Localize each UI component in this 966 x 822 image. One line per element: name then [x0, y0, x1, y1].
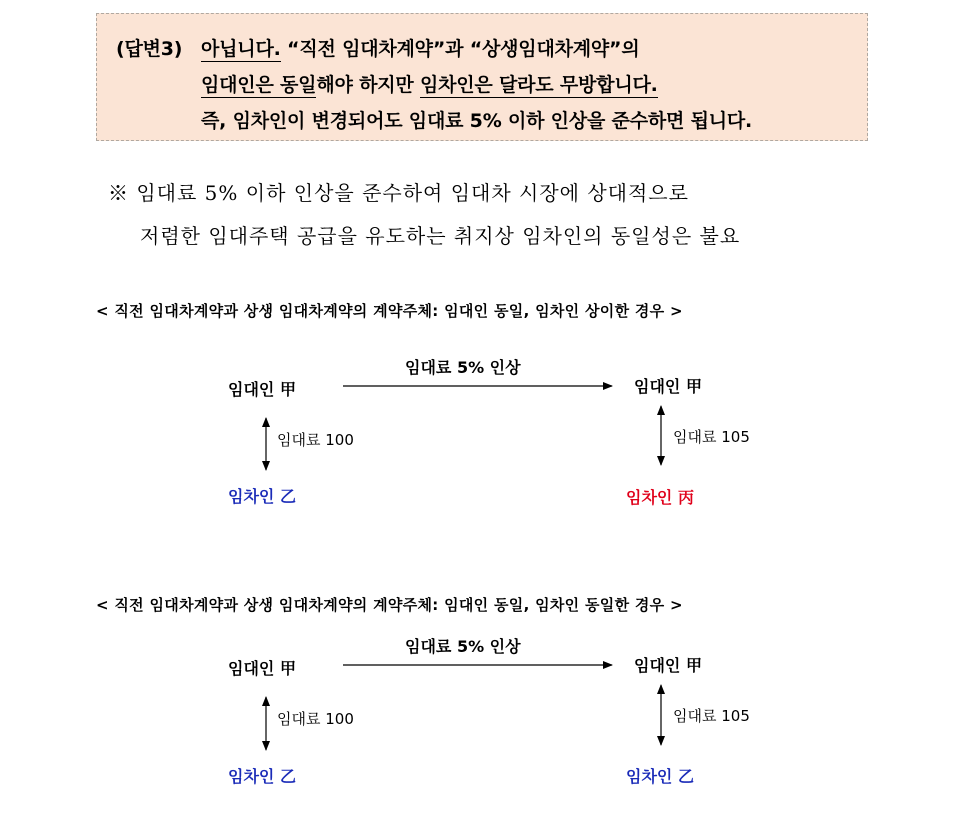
diagram-1-left-tenant: 임차인 乙	[228, 487, 296, 506]
diagram-2-left-tenant: 임차인 乙	[228, 767, 296, 786]
note-text-1: 임대료 5% 이하 인상을 준수하여 임대차 시장에 상대적으로	[136, 181, 689, 205]
diagram-2-right-tenant: 임차인 乙	[626, 767, 694, 786]
diagram-1-title: < 직전 임대차계약과 상생 임대차계약의 계약주체: 임대인 동일, 임차인 상이한 경우 >	[96, 302, 683, 320]
answer-label: (답변3)	[116, 38, 183, 60]
answer-line-1-rest: “직전 임대차계약”과 “상생임대차계약”의	[280, 38, 640, 60]
diagram-1-left-landlord: 임대인 甲	[228, 380, 296, 399]
answer-line-3: 즉, 임차인이 변경되어도 임대료 5% 이하 인상을 준수하면 됩니다.	[201, 110, 753, 132]
diagram-1-right-landlord: 임대인 甲	[634, 377, 702, 396]
diagram-1-arrow-label: 임대료 5% 인상	[405, 358, 521, 377]
diagram-2-right-landlord: 임대인 甲	[634, 656, 702, 675]
note-line-2: 저렴한 임대주택 공급을 유도하는 취지상 임차인의 동일성은 불요	[140, 224, 741, 248]
diagram-2-right-rent: 임대료 105	[673, 707, 750, 725]
diagram-1-left-rent: 임대료 100	[277, 431, 354, 449]
diagram-2-title: < 직전 임대차계약과 상생 임대차계약의 계약주체: 임대인 동일, 임차인 동일한 경우 >	[96, 596, 683, 614]
diagram-2-left-rent: 임대료 100	[277, 710, 354, 728]
diagram-1-right-tenant: 임차인 丙	[626, 488, 694, 507]
diagram-1-right-rent: 임대료 105	[673, 428, 750, 446]
answer-line-2-underlined-1: 임대인은 동일	[201, 74, 317, 96]
answer-line-2-underlined-2: 임차인은 달라도 무방합니다.	[419, 74, 658, 96]
diagram-2-left-landlord: 임대인 甲	[228, 659, 296, 678]
answer-line-2-middle: 해야 하지만	[316, 74, 420, 96]
note-mark: ※	[108, 181, 129, 205]
answer-line-1-underlined: 아닙니다.	[201, 38, 281, 60]
diagram-2-arrow-label: 임대료 5% 인상	[405, 637, 521, 656]
